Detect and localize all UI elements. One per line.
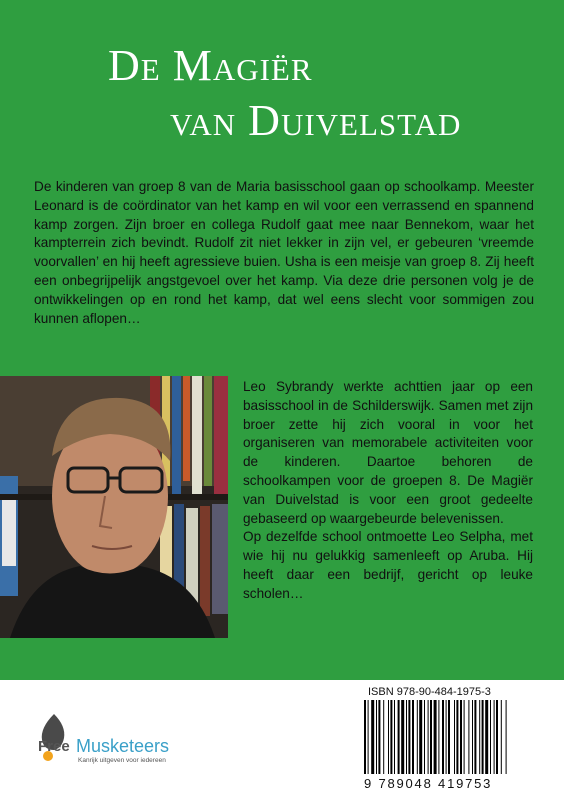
publisher-name-free: Free [38, 738, 70, 755]
isbn-label: ISBN 978-90-484-1975-3 [368, 686, 491, 698]
title-line-2: van Duivelstad [170, 96, 462, 145]
barcode-digits: 9 789048 419753 [364, 776, 493, 791]
bio-paragraph-1: Leo Sybrandy werkte achttien jaar op een basisschool in de Schilderswijk. Samen met zijn broer zette hij zich vooral in voor het organiseren van memorabele activiteiten voor de kinderen. Daartoe behoren de schoolkampen voor de groepen 8. De Magiër van Duivelstad is voor een groot gedeelte gebaseerd op waargebeurde belevenissen. [243, 379, 533, 526]
publisher-logo [34, 712, 204, 772]
book-blurb [34, 178, 534, 328]
bio-paragraph-2: Op dezelfde school ontmoette Leo Selpha, met wie hij nu gelukkig samenleeft op Aruba. Hij heeft daar een bedrijf, gericht op leuke scholen… [243, 529, 533, 601]
title-line-1: De Magiër [108, 41, 313, 90]
author-photo-illustration [0, 376, 228, 638]
publisher-tagline: Kanrijk uitgeven voor iedereen [78, 757, 166, 764]
author-portrait-photo [0, 376, 228, 638]
blurb-text: De kinderen van groep 8 van de Maria basisschool gaan op schoolkamp. Meester Leonard is de coördinator van het kamp en wil voor een verrassend en spannend kamp zorgen. Zijn broer en collega Rudolf gaat mee naar Bennekom, waar het kampterrein zich bevindt. Rudolf zit niet lekker in zijn vel, er gebeuren ‘vreemde voorvallen’ en hij heeft agressieve buien. Usha is een meisje van groep 8. Zij heeft een onbegrijpelijk angstgevoel over het kamp. Via deze drie personen volg je de ontwikkelingen op en rond het kamp, dat wel eens slecht voor sommigen zou kunnen aflopen… [34, 179, 534, 326]
author-bio [243, 378, 533, 604]
publisher-name-musketeers: Musketeers [76, 736, 170, 756]
barcode [362, 700, 550, 774]
